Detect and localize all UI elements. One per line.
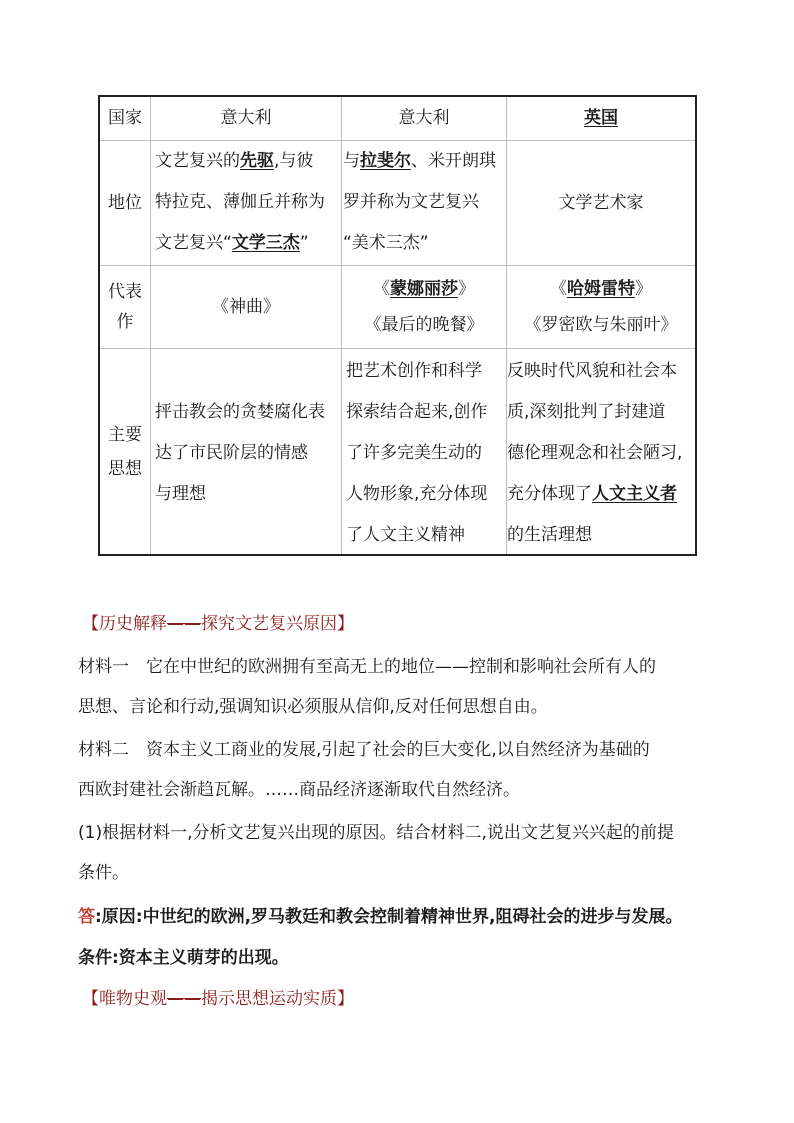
comparison-table xyxy=(98,95,697,556)
header-italy-2: 意大利 xyxy=(342,97,507,141)
header-england xyxy=(507,97,695,141)
section-heading-historical-explanation: 【历史解释——探究文艺复兴原因】 xyxy=(82,614,354,634)
cell-davinci-works: 《蒙娜丽莎》 《最后的晚餐》 xyxy=(342,266,507,349)
answer-line-2: 条件:资本主义萌芽的出现。 xyxy=(78,948,289,968)
cell-davinci-thought: 把艺术创作和科学 探索结合起来,创作 了许多完美生动的 人物形象,充分体现 了人文主义精神 xyxy=(342,349,507,554)
question-line-2: 条件。 xyxy=(78,863,129,883)
header-country: 国家 xyxy=(100,97,151,141)
row-label-works: 代表 作 xyxy=(100,266,151,349)
emph-humanist: 人文主义者 xyxy=(592,484,677,504)
cell-davinci-status: 与拉斐尔、米开朗琪 罗并称为文艺复兴 “美术三杰” xyxy=(342,141,507,266)
answer-tag: 答 xyxy=(78,907,95,927)
emph-mona-lisa: 蒙娜丽莎 xyxy=(390,279,458,299)
row-label-status: 地位 xyxy=(100,141,151,266)
material-2-line-2: 西欧封建社会渐趋瓦解。……商品经济逐渐取代自然经济。 xyxy=(78,780,520,800)
question-line-1: (1)根据材料一,分析文艺复兴出现的原因。结合材料二,说出文艺复兴兴起的前提 xyxy=(78,823,674,843)
material-1-line-2: 思想、言论和行动,强调知识必须服从信仰,反对任何思想自由。 xyxy=(78,697,548,717)
section-heading-materialism: 【唯物史观——揭示思想运动实质】 xyxy=(82,989,354,1009)
cell-dante-works: 《神曲》 xyxy=(151,266,342,349)
answer-line-1: 答:原因:中世纪的欧洲,罗马教廷和教会控制着精神世界,阻碍社会的进步与发展。 xyxy=(78,907,683,927)
header-italy-1: 意大利 xyxy=(151,97,342,141)
cell-dante-thought: 抨击教会的贪婪腐化表 达了市民阶层的情感 与理想 xyxy=(151,349,342,554)
material-1-line-1: 材料一 它在中世纪的欧洲拥有至高无上的地位——控制和影响社会所有人的 xyxy=(78,657,656,677)
cell-dante-status: 文艺复兴的先驱,与彼 特拉克、薄伽丘并称为 文艺复兴“文学三杰” xyxy=(151,141,342,266)
emph-raphael: 拉斐尔 xyxy=(360,151,411,171)
cell-shakespeare-thought: 反映时代风貌和社会本 质,深刻批判了封建道 德伦理观念和社会陋习, 充分体现了人文主义者 的生活理想 xyxy=(507,361,683,545)
row-label-thought: 主要 思想 xyxy=(100,349,151,554)
emph-hamlet: 哈姆雷特 xyxy=(567,279,635,299)
header-england-text: 英国 xyxy=(584,108,618,128)
emph-pioneer: 先驱 xyxy=(240,151,274,171)
cell-shakespeare-works: 《哈姆雷特》 《罗密欧与朱丽叶》 xyxy=(507,266,695,349)
cell-shakespeare-status: 文学艺术家 xyxy=(507,141,695,266)
emph-three-literary-masters: 文学三杰 xyxy=(231,233,300,253)
material-2-line-1: 材料二 资本主义工商业的发展,引起了社会的巨大变化,以自然经济为基础的 xyxy=(78,740,650,760)
